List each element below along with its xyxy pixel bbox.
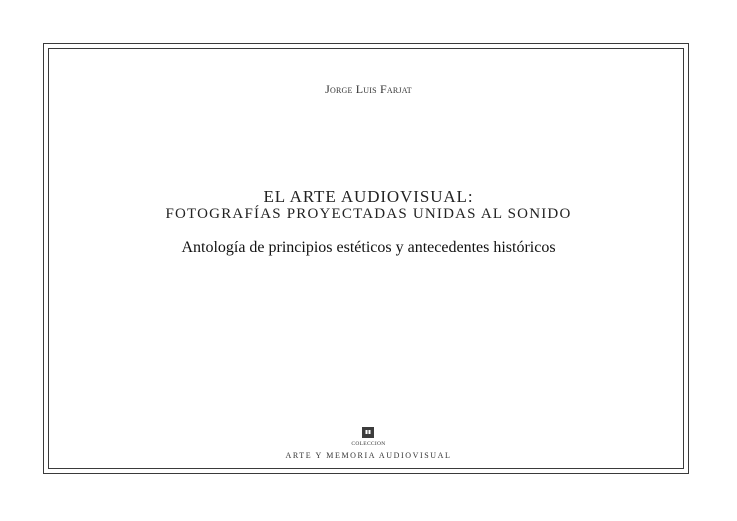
collection-name: ARTE Y MEMORIA AUDIOVISUAL bbox=[285, 451, 452, 460]
book-subtitle: Antología de principios estéticos y antecedentes históricos bbox=[181, 239, 556, 256]
book-title-line-1: EL ARTE AUDIOVISUAL: bbox=[263, 187, 474, 206]
logo-mark-icon bbox=[365, 429, 371, 435]
author-name: Jorge Luis Farjat bbox=[325, 82, 412, 96]
collection-logo-icon bbox=[362, 427, 374, 438]
book-title-line-2: FOTOGRAFÍAS PROYECTADAS UNIDAS AL SONIDO bbox=[165, 206, 572, 222]
cover-inner-border bbox=[48, 48, 684, 469]
collection-label: COLECCION bbox=[351, 441, 386, 447]
